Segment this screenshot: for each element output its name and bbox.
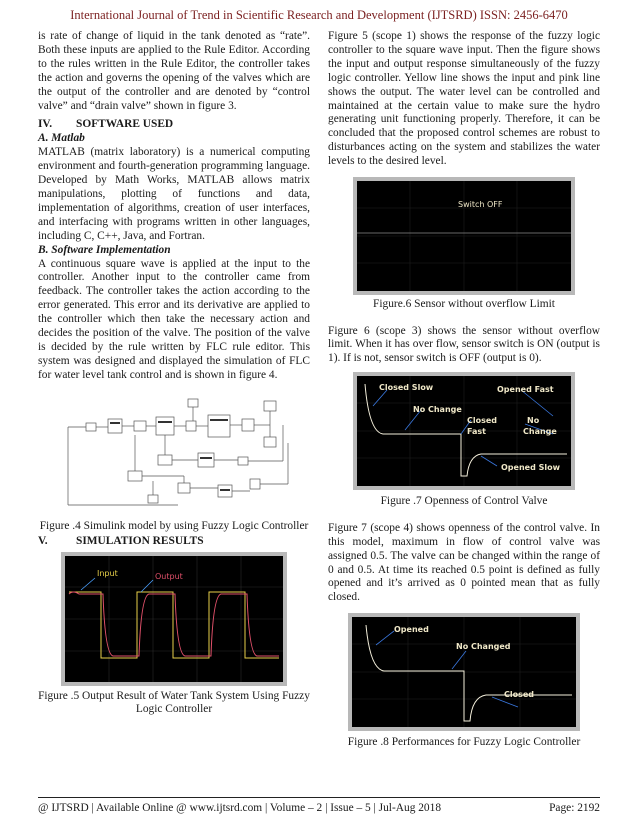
figure-7 [328,372,600,509]
figure-6-discussion: Figure 6 (scope 3) shows the sensor without overflow limit. When it has over flow, sensor switch is ON (output is 1). If is not, sensor switch is OFF (output is 0). [328,324,600,365]
section-iv-heading [38,118,310,132]
output-trace-label: Output [155,571,183,581]
closed-fast-label-line1: Closed [467,416,498,426]
matlab-paragraph: MATLAB (matrix laboratory) is a numerical computing environment and fourth-generation programming language. Developed by Math Works, MATLAB allows matrix manipulations, plotting of functions and data, implementation of algorithms, creation of user interfaces, and interfacing with programs written in other languages, including C, C++, Java, and Fortran. [38,146,310,242]
section-number: IV. [38,118,53,131]
footer-divider [38,797,600,798]
figure-8 [328,613,600,750]
opened-fast-label: Opened Fast [497,385,554,395]
switch-off-label: Switch OFF [458,200,503,210]
running-header: International Journal of Trend in Scientific Research and Development (IJTSRD) ISSN: 2456-6470 [70,8,568,22]
figure-4-caption: Figure .4 Simulink model by using Fuzzy Logic Controller [39,519,309,532]
section-number: V. [38,535,48,548]
page-number: Page: 2192 [549,802,600,814]
subsection-b-heading: B. Software Implementation [38,243,171,256]
figure-8-caption: Figure .8 Performances for Fuzzy Logic Controller [347,736,581,749]
section-title: SIMULATION RESULTS [76,535,204,548]
figure-5-discussion: Figure 5 (scope 1) shows the response of the fuzzy logic controller to the square wave input. Then the figure shows the input and output response simultaneously of the fuzzy logic controller. Yellow line shows the input and pink line shows the output. The water level can be controlled and maintained at the certain value to make sure the hydro generating unit functioning properly. Therefore, it can be concluded that the proposed control schemes are robust to disturbances acting on the system and stabilizes the water levels to the desired level. [328,30,600,168]
scope-4-plot [353,372,575,490]
performance-plot [348,613,580,731]
scope-1-plot [61,552,287,686]
no-changed-label: No Changed [456,642,511,652]
intro-paragraph: is rate of change of liquid in the tank denoted as “rate”. Both these inputs are applied to the Rule Editor. According to the rules written in the Rule Editor, the controller takes the action and governs the opening of the valves which are the output of the controller and are denoted by “control valve” and “drain valve” shown in figure 3. [38,30,310,112]
subsection-a-heading: A. Matlab [38,132,85,145]
simulink-model-diagram [38,395,310,513]
left-column [38,30,310,717]
implementation-paragraph: A continuous square wave is applied at the input to the controller. Another input to the controller came from feedback. The controller takes the action according to the error generated. This error and its derivative are applied to the controller which then take the necessary action and decides the position of the valve. The position of the valve is decided by the rule written by FLC rule editor. This system was designed and displayed the simulation of FLC for water level tank control and is shown in figure 4. [38,257,310,381]
closed-label: Closed [504,690,535,700]
opened-slow-label: Opened Slow [501,463,560,473]
closed-fast-label-line2: Fast [467,427,486,437]
input-trace-label: Input [97,568,118,578]
figure-7-discussion: Figure 7 (scope 4) shows openness of the control valve. In this model, maximum in flow of control valve was assigned 0.5. The valve can be changed within the range of 0 and 0.5. At time its reached 0.5 point is defined as fully opened and it’s arrived as 0 pointed mean that as fully closed. [328,521,600,604]
scope-3-plot [353,177,575,295]
no-change-label-line2: Change [523,427,557,437]
figure-6 [328,177,600,312]
figure-6-caption: Figure.6 Sensor without overflow Limit [373,298,555,311]
figure-4 [38,395,310,533]
no-change-label: No Change [413,405,462,415]
section-title: SOFTWARE USED [76,118,174,131]
right-column [328,30,600,750]
closed-slow-label: Closed Slow [379,383,434,393]
figure-5 [38,552,310,717]
figure-7-caption: Figure .7 Openness of Control Valve [380,495,548,508]
section-v-heading [38,535,310,549]
footer-journal-info: @ IJTSRD | Available Online @ www.ijtsrd.com | Volume – 2 | Issue – 5 | Jul-Aug 2018 [38,802,442,814]
figure-5-caption: Figure .5 Output Result of Water Tank System Using Fuzzy Logic Controller [38,689,310,716]
no-change-label-line1: No [527,416,540,426]
opened-label: Opened [394,625,429,635]
page-footer [38,802,600,814]
